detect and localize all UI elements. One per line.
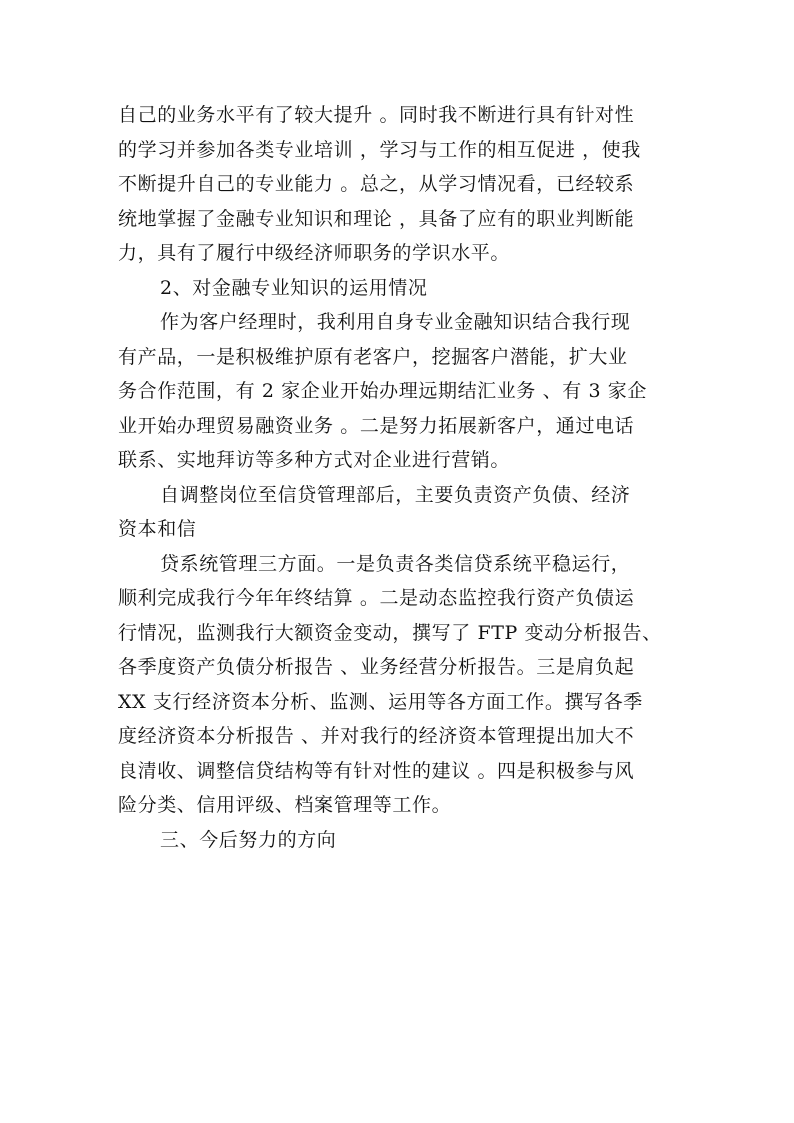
paragraph-line: 顺利完成我行今年年终结算 。二是动态监控我行资产负债运	[118, 587, 635, 609]
paragraph-line: 有产品，一是积极维护原有老客户，挖掘客户潜能，扩大业	[118, 345, 628, 368]
paragraph-line: 资本和信	[118, 518, 197, 540]
document-body	[118, 98, 678, 857]
paragraph-line: 务合作范围，有 2 家企业开始办理远期结汇业务 、有 3 家企	[118, 380, 647, 402]
paragraph-line: 度经济资本分析报告 、并对我行的经济资本管理提出加大不	[118, 725, 635, 747]
paragraph-line: 联系、实地拜访等多种方式对企业进行营销。	[118, 449, 511, 471]
paragraph-line: 的学习并参加各类专业培训 ，学习与工作的相互促进 ，使我	[118, 138, 641, 161]
section-heading: 三、今后努力的方向	[160, 828, 337, 851]
paragraph-line: 不断提升自己的专业能力 。总之，从学习情况看，已经较系	[118, 173, 635, 195]
paragraph-line: 力，具有了履行中级经济师职务的学识水平。	[118, 242, 511, 264]
paragraph-line: 自调整岗位至信贷管理部后，主要负责资产负债、经济	[160, 483, 631, 506]
paragraph-line: XX 支行经济资本分析、监测、运用等各方面工作。撰写各季	[118, 690, 643, 713]
paragraph-line: 统地掌握了金融专业知识和理论 ，具备了应有的职业判断能	[118, 207, 635, 230]
paragraph-line: 贷系统管理三方面。一是负责各类信贷系统平稳运行，	[160, 552, 631, 575]
paragraph-line: 业开始办理贸易融资业务 。二是努力拓展新客户，通过电话	[118, 414, 635, 437]
paragraph-line: 自己的业务水平有了较大提升 。同时我不断进行具有针对性	[118, 104, 635, 126]
paragraph-line: 行情况，监测我行大额资金变动，撰写了 FTP 变动分析报告、	[118, 621, 662, 644]
paragraph-line: 作为客户经理时，我利用自身专业金融知识结合我行现	[160, 311, 631, 333]
paragraph-line: 各季度资产负债分析报告 、业务经营分析报告。三是肩负起	[118, 656, 635, 678]
paragraph-line: 险分类、信用评级、档案管理等工作。	[118, 794, 452, 816]
paragraph-line: 良清收、调整信贷结构等有针对性的建议 。四是积极参与风	[118, 759, 635, 782]
section-heading: 2、对金融专业知识的运用情况	[160, 276, 428, 299]
